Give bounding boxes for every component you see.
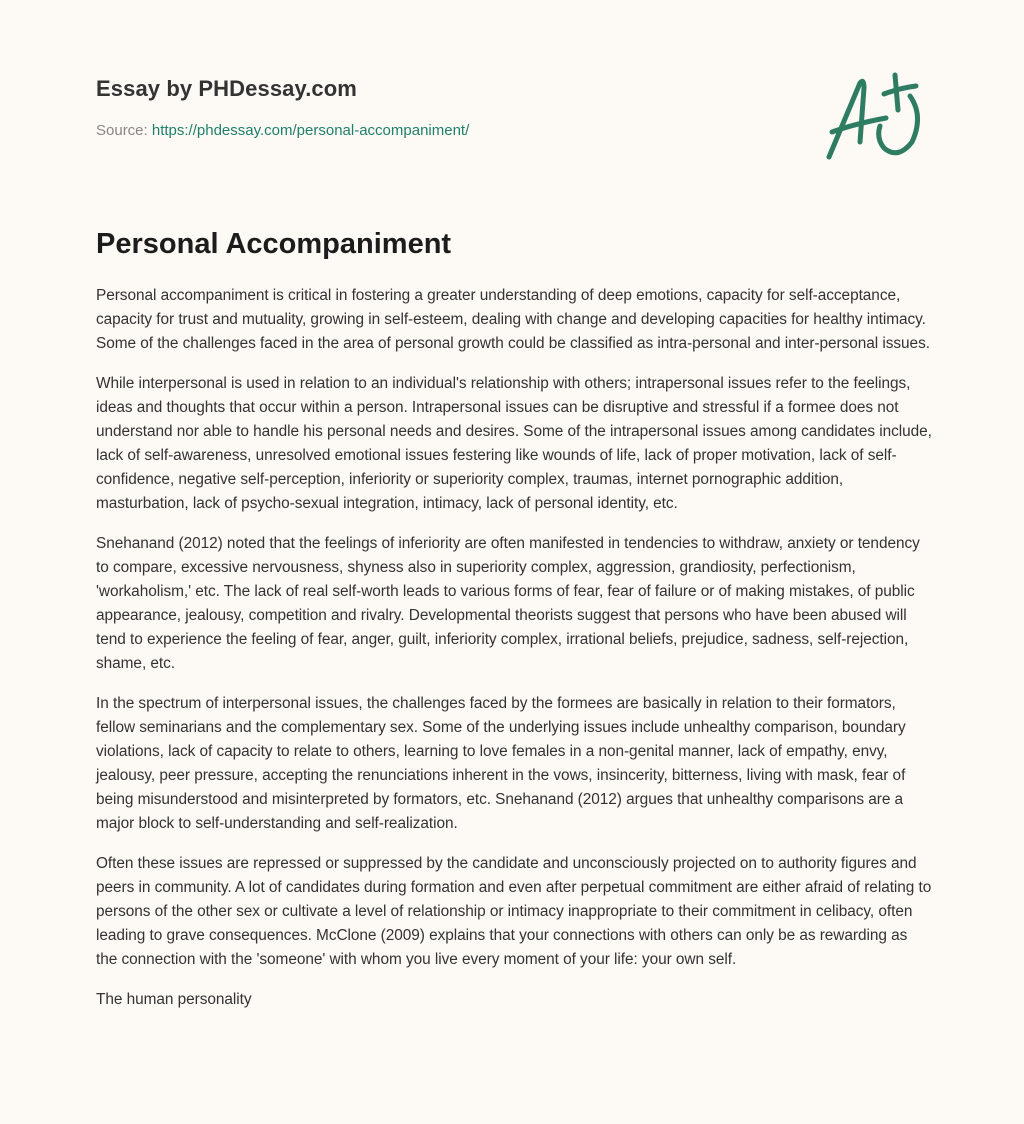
source-link[interactable]: https://phdessay.com/personal-accompaniment/ bbox=[151, 122, 470, 139]
page-title: Personal Accompaniment bbox=[96, 228, 452, 260]
source-label: Source: bbox=[96, 122, 152, 139]
paragraph: The human personality bbox=[96, 991, 252, 1008]
article-body bbox=[96, 284, 932, 1028]
a-plus-grade-icon bbox=[820, 66, 930, 166]
essay-header bbox=[96, 74, 936, 141]
site-title: Essay by PHDessay.com bbox=[96, 76, 357, 101]
paragraph: Snehanand (2012) noted that the feelings of inferiority are often manifested in tendencies to withdraw, anxiety or tendency to compare, excessive nervousness, shyness also in superiority complex, aggression, grandiosity, perfectionism, 'workaholism,' etc. The lack of real self-worth leads to various forms of fear, fear of failure or of making mistakes, of public appearance, jealousy, competition and rivalry. Developmental theorists suggest that persons who have been abused will tend to experience the feeling of fear, anger, guilt, inferiority complex, irrational beliefs, prejudice, sadness, self-rejection, shame, etc. bbox=[96, 535, 920, 672]
paragraph: In the spectrum of interpersonal issues, the challenges faced by the formees are basically in relation to their formators, fellow seminarians and the complementary sex. Some of the underlying issues include unhealthy comparison, boundary violations, lack of capacity to relate to others, learning to love females in a non-genital manner, lack of empathy, envy, jealousy, peer pressure, accepting the renunciations inherent in the vows, insincerity, bitterness, living with mask, fear of being misunderstood and misinterpreted by formators, etc. Snehanand (2012) argues that unhealthy comparisons are a major block to self-understanding and self-realization. bbox=[96, 695, 906, 832]
paragraph: Often these issues are repressed or suppressed by the candidate and unconsciously projected on to authority figures and peers in community. A lot of candidates during formation and even after perpetual commitment are either afraid of relating to persons of the other sex or cultivate a level of relationship or intimacy inappropriate to their commitment in celibacy, often leading to grave consequences. McClone (2009) explains that your connections with others can only be as rewarding as the connection with the 'someone' with whom you live every moment of your life: your own self. bbox=[96, 855, 932, 968]
paragraph: Personal accompaniment is critical in fostering a greater understanding of deep emotions, capacity for self-acceptance, capacity for trust and mutuality, growing in self-esteem, dealing with change and developing capacities for healthy intimacy. Some of the challenges faced in the area of personal growth could be classified as intra-personal and inter-personal issues. bbox=[96, 287, 930, 352]
paragraph: While interpersonal is used in relation to an individual's relationship with others; intrapersonal issues refer to the feelings, ideas and thoughts that occur within a person. Intrapersonal issues can be disruptive and stressful if a formee does not understand nor able to handle his personal needs and desires. Some of the intrapersonal issues among candidates include, lack of self-awareness, unresolved emotional issues festering like wounds of life, lack of proper motivation, lack of self-confidence, negative self-perception, inferiority or superiority complex, traumas, internet pornographic addition, masturbation, lack of psycho-sexual integration, intimacy, lack of personal identity, etc. bbox=[96, 375, 932, 512]
source-line bbox=[96, 121, 936, 141]
